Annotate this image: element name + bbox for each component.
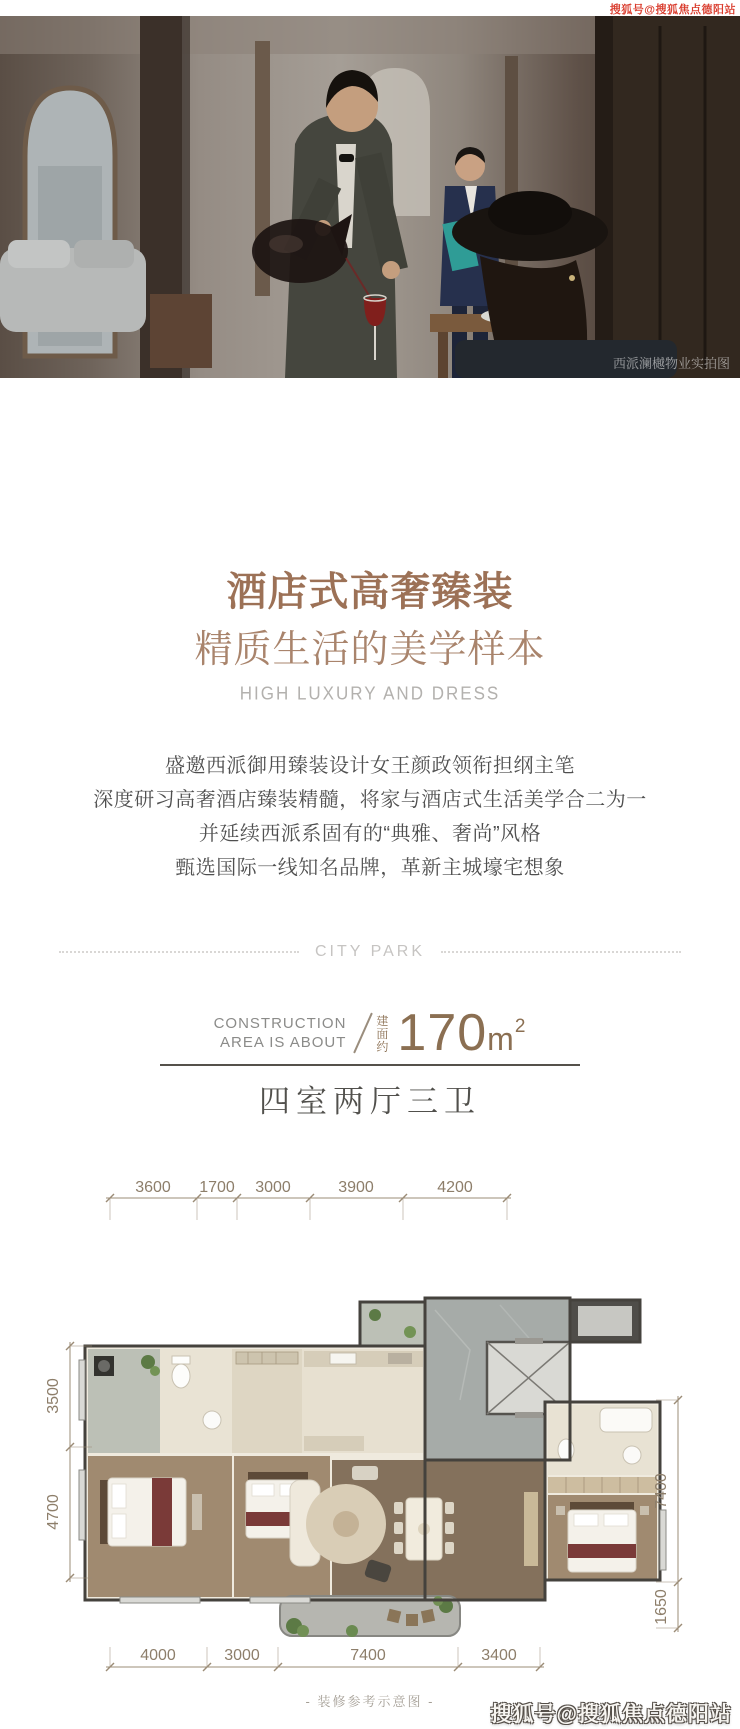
side-table <box>150 294 212 368</box>
stove-icon <box>388 1353 412 1364</box>
earring <box>569 275 575 281</box>
sohu-watermark-top: 搜狐号@搜狐焦点德阳站 <box>609 4 736 16</box>
dim-top-5: 4200 <box>437 1179 473 1196</box>
bed <box>556 1502 649 1572</box>
area-english-line1: CONSTRUCTION <box>213 1015 347 1032</box>
area-exponent: 2 <box>514 1016 527 1037</box>
intro-line-3: 并延续西派系固有的“典雅、奢尚”风格 <box>198 823 542 845</box>
intro-line-4: 甄选国际一线知名品牌，革新主城壕宅想象 <box>175 857 565 879</box>
divider-dots-right <box>441 951 681 953</box>
wood-wall <box>610 16 740 378</box>
photo-watermark: 西派澜樾物业实拍图 <box>612 356 730 371</box>
sohu-watermark-bottom: 搜狐号@搜狐焦点德阳站 <box>490 1703 732 1726</box>
area-english-label <box>214 1014 347 1052</box>
section-subtitle-en: HIGH LUXURY AND DRESS <box>239 683 501 704</box>
wardrobe-icon <box>548 1477 657 1493</box>
area-underline <box>160 1064 580 1066</box>
toilet-icon <box>172 1364 190 1388</box>
dim-top-1: 3600 <box>135 1179 171 1196</box>
dim-bottom-3: 7400 <box>350 1647 386 1664</box>
dim-right-1: 7400 <box>653 1473 670 1509</box>
intro-line-1: 盛邀西派御用臻装设计女王颜政领衔担纲主笔 <box>165 755 575 777</box>
bathtub-icon <box>600 1408 652 1432</box>
dim-left-2: 4700 <box>45 1494 62 1530</box>
dim-top-2: 1700 <box>199 1179 235 1196</box>
layout-label: 四室两厅三卫 <box>259 1084 481 1119</box>
city-park-divider <box>0 942 740 962</box>
floor-plan <box>0 1150 740 1680</box>
area-cn-prefix: 建面约 <box>376 1013 389 1054</box>
closet-icon <box>236 1352 298 1364</box>
sink-icon <box>203 1411 221 1429</box>
sideboard <box>524 1492 538 1566</box>
divider-dots-left <box>59 951 299 953</box>
sink-icon <box>623 1446 641 1464</box>
stool <box>421 1609 435 1623</box>
section-title: 酒店式高奢臻装 <box>226 570 514 614</box>
stool <box>406 1614 418 1626</box>
area-value: $170m^2$ <box>397 1004 527 1062</box>
intro-line-2: 深度研习高奢酒店臻装精髓，将家与酒店式生活美学合二为一 <box>93 789 647 811</box>
dim-right-2: 1650 <box>653 1589 670 1625</box>
area-unit: m <box>487 1021 515 1057</box>
area-english-line2: AREA IS ABOUT <box>220 1034 347 1051</box>
construction-area-block <box>0 1004 740 1062</box>
dim-top-4: 3900 <box>338 1179 374 1196</box>
hero-scene <box>0 16 740 378</box>
sofa <box>0 240 146 332</box>
dim-top-3: 3000 <box>255 1179 291 1196</box>
toilet-icon <box>558 1439 574 1461</box>
dim-bottom-2: 3000 <box>224 1647 260 1664</box>
divider-label: CITY PARK <box>315 943 425 960</box>
dim-bottom-1: 4000 <box>140 1647 176 1664</box>
floor-plan-rooms <box>85 1298 660 1637</box>
bow-tie <box>339 154 354 162</box>
room-hall <box>232 1349 302 1453</box>
room-kitchen-balcony <box>360 1302 425 1346</box>
dim-left-1: 3500 <box>45 1378 62 1414</box>
intro-paragraph <box>0 749 740 885</box>
section-subtitle: 精质生活的美学样本 <box>194 629 546 671</box>
plant-icon <box>369 1309 381 1321</box>
room-bathroom <box>160 1349 232 1453</box>
plan-caption: - 装修参考示意图 - <box>305 1694 435 1709</box>
dim-bottom-4: 3400 <box>481 1647 517 1664</box>
slash-divider <box>354 1012 374 1053</box>
coffee-table <box>333 1511 359 1537</box>
hero-photo <box>0 16 740 378</box>
